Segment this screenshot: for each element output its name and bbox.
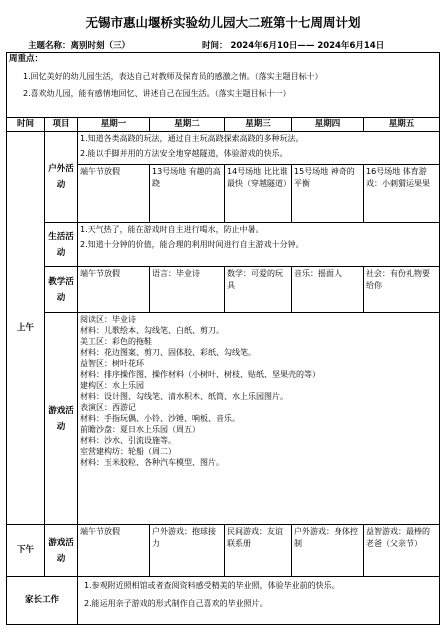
life-item: 2.知道十分钟的价值，能合理的利用时间进行自主游戏十分钟。: [80, 240, 304, 249]
afternoon-mon: 端午节放假: [78, 525, 150, 577]
outdoor-fri: 16号场地 体育游戏：小刺猬运果果: [364, 165, 440, 223]
header-monday: 星期一: [78, 118, 150, 132]
page-title: 无锡市惠山堰桥实验幼儿园大二班第十七周周计划: [85, 15, 361, 30]
goals-heading: 周重点：: [9, 54, 44, 64]
parent-label: 家长工作: [7, 577, 78, 625]
play-line: 阅读区：毕业诗: [80, 315, 136, 324]
plan-meta: [0, 39, 446, 53]
header-time: 时间: [7, 118, 45, 132]
outdoor-thu: 15号场地 神奇的平衡: [292, 165, 364, 223]
header-row: [7, 118, 440, 132]
play-line: 建构区：水上乐园: [80, 381, 144, 390]
play-line: 材料：设计图、勾线笔、清水积木、纸筒、水上乐园图片。: [80, 392, 288, 401]
play-line: 材料：玉米胶粒、各种汽车模型、图片。: [80, 458, 224, 467]
weekly-plan-table: [6, 52, 440, 625]
header-friday: 星期五: [364, 118, 440, 132]
theme-label: 主题名称：离别时刻（三）: [28, 41, 131, 51]
play-areas: [78, 313, 440, 525]
teaching-tue: 语言：毕业诗: [150, 267, 225, 313]
outdoor-goal: 2.能以手脚并用的方法安全地穿越隧道，体验游戏的快乐。: [80, 149, 288, 158]
outdoor-label: 户外活动: [45, 132, 78, 223]
life-label: 生活活动: [45, 223, 78, 267]
play-line: 材料：手指玩偶、小铃、沙锤、响板、音乐。: [80, 414, 240, 423]
weekly-goals: [7, 53, 440, 118]
afternoon-play-label: 游戏活动: [45, 525, 78, 577]
outdoor-tue: 13号场地 有趣的高跷: [150, 165, 225, 223]
teaching-mon: 端午节放假: [78, 267, 150, 313]
play-label: 游戏活动: [45, 313, 78, 525]
parent-content: [78, 577, 440, 625]
header-tuesday: 星期二: [150, 118, 225, 132]
afternoon-thu: 户外游戏：身体控制: [292, 525, 364, 577]
outdoor-mon: 端午节放假: [78, 165, 150, 223]
afternoon-fri: 益智游戏：最棒的老爸（父亲节）: [364, 525, 440, 577]
outdoor-goal: 1.知道各类高跷的玩法，通过自主玩高跷探索高跷的多种玩法。: [80, 134, 304, 143]
play-line: 室营建构坊：轮船（周二）: [80, 447, 176, 456]
afternoon-tue: 户外游戏：抱球接力: [150, 525, 225, 577]
life-item: 1.天气热了，能在游戏时自主进行喝水，防止中暑。: [80, 225, 264, 234]
teaching-label: 教学活动: [45, 267, 78, 313]
teaching-fri: 社会：有份礼物要给你: [364, 267, 440, 313]
goal-item: 1.回忆美好的幼儿园生活，表达自己对教师及保育员的感激之情。（落实主题目标十）: [23, 72, 323, 81]
outdoor-common: [78, 132, 440, 165]
teaching-wed: 数学：可爱的玩具: [225, 267, 292, 313]
header-thursday: 星期四: [292, 118, 364, 132]
afternoon-label: 下午: [7, 525, 45, 577]
header-wednesday: 星期三: [225, 118, 292, 132]
morning-label: 上午: [7, 132, 45, 525]
parent-item: 1.参观附近照相馆或者查阅资料感受精美的毕业照，体验毕业前的快乐。: [84, 581, 340, 590]
play-line: 前瞻沙盘：夏日水上乐园（周五）: [80, 425, 200, 434]
life-content: [78, 223, 440, 267]
play-line: 美工区：彩色的拖鞋: [80, 337, 152, 346]
play-line: 材料：排序操作图、操作材料（小树叶、树枝、贴纸、坚果壳的等）: [80, 370, 320, 379]
goal-item: 2.喜欢幼儿园，能有感情地回忆、讲述自己在园生活。（落实主题目标十一）: [23, 89, 291, 98]
afternoon-wed: 民间游戏：友谊联系册: [225, 525, 292, 577]
play-line: 材料：花边图案、剪刀、固体胶、彩纸、勾线笔。: [80, 348, 256, 357]
play-line: 材料：儿歌绘本、勾线笔、白纸、剪刀。: [80, 326, 224, 335]
teaching-thu: 音乐：摇面人: [292, 267, 364, 313]
time-label: 时间： 2024年6月10日—— 2024年6月14日: [202, 41, 385, 51]
parent-item: 2.能运用亲子游戏的形式制作自己喜欢的毕业照片。: [84, 599, 268, 608]
play-line: 表演区：西游记: [80, 403, 136, 412]
play-line: 益智区：树叶花环: [80, 359, 144, 368]
outdoor-wed: 14号场地 比比谁最快（穿越隧道）: [225, 165, 292, 223]
play-line: 材料：沙水、引流设施等。: [80, 436, 176, 445]
header-item: 项目: [45, 118, 78, 132]
